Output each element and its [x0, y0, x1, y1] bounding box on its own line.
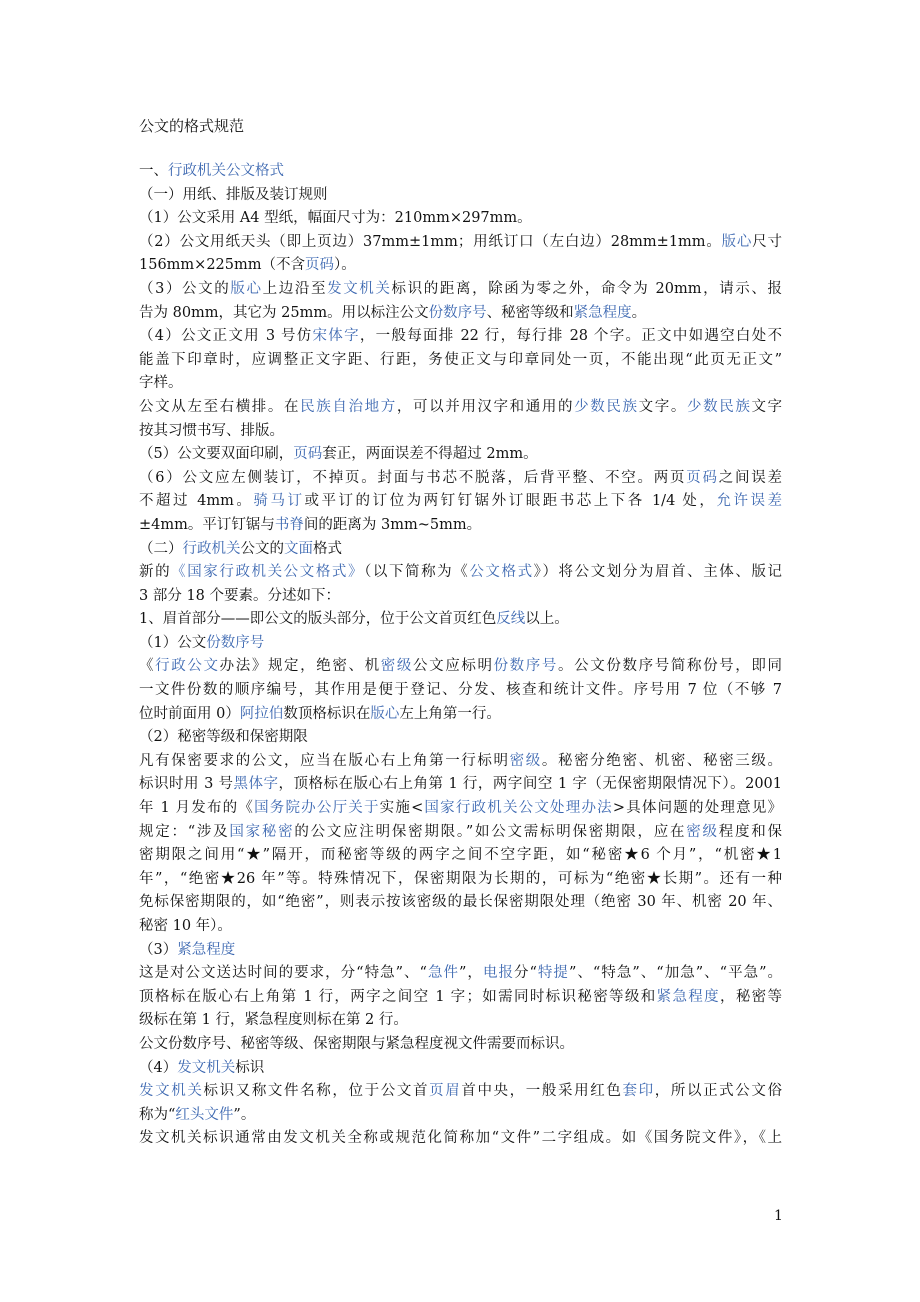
text-run: 《 — [139, 658, 156, 675]
hyperlink[interactable]: 版心 — [721, 233, 753, 250]
text-run: 级标在第 1 行，紧急程度则标在第 2 行。 — [139, 1012, 408, 1029]
text-line — [139, 490, 782, 514]
text-line — [139, 1104, 782, 1128]
hyperlink[interactable]: 电报 — [482, 965, 514, 982]
text-run: 1、眉首部分——即公文的版头部分，位于公文首页红色 — [139, 611, 497, 628]
text-line — [139, 231, 782, 255]
text-line — [139, 349, 782, 373]
text-run: ”、“特急”、“加急”、“平急”。 — [568, 965, 783, 982]
text-run: 凡有保密要求的公文，应当在版心右上角第一行标明 — [139, 752, 510, 769]
text-run: 。 — [631, 304, 647, 321]
hyperlink[interactable]: 密级 — [509, 752, 542, 769]
text-line — [139, 750, 782, 774]
text-run: ，一般每面排 22 行，每行排 28 个字。正文中如遇空白处不 — [359, 328, 782, 345]
text-run: ，顶格标在版心右上角第 1 行，两字间空 1 字（无保密期限情况下）。2001 — [278, 776, 782, 793]
text-run: （5）公文要双面印刷， — [139, 446, 294, 463]
text-run: 套正，两面误差不得超过 2mm。 — [322, 446, 538, 463]
text-line — [139, 1127, 782, 1151]
text-run: 数顶格标识在 — [283, 705, 371, 722]
text-run: 尺寸 — [752, 233, 783, 250]
text-run: 这是对公文送达时间的要求，分“特急”、“ — [139, 965, 427, 982]
text-run: （2）公文用纸天头（即上页边）37mm±1mm；用纸订口（左白边）28mm±1mm。 — [139, 233, 722, 250]
text-line — [139, 679, 782, 703]
text-run: 。秘密分绝密、机密、秘密三级。 — [541, 752, 783, 769]
text-run: 格式 — [313, 540, 342, 557]
text-run: （1）公文 — [139, 634, 207, 651]
text-line — [139, 160, 782, 184]
text-run: ，秘密等 — [719, 988, 783, 1005]
text-run: ，所以正式公文俗 — [654, 1083, 783, 1100]
hyperlink[interactable]: 黑体字 — [233, 776, 279, 793]
text-run: ”。 — [233, 1106, 256, 1123]
hyperlink[interactable]: 国家行政机关公文处理办法 — [423, 800, 613, 817]
hyperlink[interactable]: 套印 — [622, 1083, 655, 1100]
text-run: 公文应标明 — [412, 658, 494, 675]
text-run: 文字 — [751, 398, 783, 415]
text-run: 上边沿至 — [262, 280, 328, 297]
text-run: 告为 80mm，其它为 25mm。用以标注公文 — [139, 304, 429, 321]
text-line — [139, 821, 782, 845]
text-run: 能盖下印章时，应调整正文字距、行距，务使正文与印章同处一页，不能出现“此页无正文” — [139, 351, 782, 368]
hyperlink[interactable]: 骑马订 — [253, 493, 305, 510]
text-run: （4）公文正文用 3 号仿 — [139, 328, 313, 345]
text-run: 首中央，一般采用红色 — [461, 1083, 623, 1100]
text-run: （一）用纸、排版及装订规则 — [139, 186, 328, 203]
text-line — [139, 278, 782, 302]
text-run: 分“ — [513, 965, 537, 982]
hyperlink[interactable]: 反线 — [496, 611, 526, 628]
hyperlink[interactable]: 紧急程度 — [573, 304, 632, 321]
text-run: 规定：“涉及 — [139, 823, 230, 840]
text-line — [139, 443, 782, 467]
text-line — [139, 915, 782, 939]
text-run: 3 部分 18 个要素。分述如下： — [139, 587, 341, 604]
text-run: 实施< — [379, 800, 424, 817]
text-run: 标识的距离，除函为零之外，命令为 20mm，请示、报 — [391, 280, 783, 297]
text-run: （3） — [139, 941, 178, 958]
hyperlink[interactable]: 发文机关 — [177, 1059, 236, 1076]
text-line — [139, 703, 782, 727]
text-run: （2）秘密等级和保密期限 — [139, 729, 308, 746]
text-run: >具体问题的处理意见》 — [612, 800, 783, 817]
hyperlink[interactable]: 发文机关 — [139, 1083, 204, 1100]
hyperlink[interactable]: 版心 — [370, 705, 400, 722]
text-line — [139, 1009, 782, 1033]
hyperlink[interactable]: 页码 — [293, 446, 323, 463]
text-line — [139, 538, 782, 562]
text-run: 间的距离为 3mm~5mm。 — [303, 516, 482, 533]
text-run: 新的 — [139, 564, 172, 581]
text-run: 的公文应注明保密期限。”如公文需标明保密期限，应在 — [294, 823, 687, 840]
hyperlink[interactable]: 急件 — [426, 965, 459, 982]
text-run: 标识又称文件名称，位于公文首 — [203, 1083, 430, 1100]
text-line — [139, 372, 782, 396]
hyperlink[interactable]: 公文格式 — [469, 564, 534, 581]
text-line — [139, 939, 782, 963]
hyperlink[interactable]: 份数序号 — [206, 634, 265, 651]
text-run: 左上角第一行。 — [399, 705, 501, 722]
text-line — [139, 302, 782, 326]
text-run: 按其习惯书写、排版。 — [139, 422, 284, 439]
hyperlink[interactable]: 文面 — [284, 540, 313, 557]
text-run: 156mm×225mm（不含 — [139, 257, 305, 274]
text-run: （1）公文采用 A4 型纸，幅面尺寸为：210mm×297mm。 — [139, 210, 532, 227]
text-run: （4） — [139, 1059, 178, 1076]
hyperlink[interactable]: 少数民族 — [574, 398, 639, 415]
text-run: ”， — [459, 965, 483, 982]
text-run: ）。 — [334, 257, 356, 274]
hyperlink[interactable]: 国家秘密 — [229, 823, 295, 840]
text-run: 之间误差 — [718, 469, 783, 486]
text-line — [139, 1080, 782, 1104]
hyperlink[interactable]: 密级 — [686, 823, 719, 840]
hyperlink[interactable]: 版心 — [230, 280, 263, 297]
hyperlink[interactable]: 页眉 — [429, 1083, 462, 1100]
text-run: 程度和保 — [718, 823, 783, 840]
text-line — [139, 467, 782, 491]
hyperlink[interactable]: 密级 — [380, 658, 413, 675]
document-title: 公文的格式规范 — [139, 117, 245, 135]
text-line — [139, 561, 782, 585]
text-run: 》）将公文划分为眉首、主体、版记 — [533, 564, 783, 581]
hyperlink[interactable]: 书脊 — [274, 516, 304, 533]
hyperlink[interactable]: 发文机关 — [327, 280, 392, 297]
text-run: 办法》规定，绝密、机 — [219, 658, 381, 675]
text-run: ，可以并用汉字和通用的 — [396, 398, 575, 415]
text-run: 一、 — [139, 163, 168, 179]
page-number: 1 — [774, 1208, 783, 1224]
text-run: 或平订的订位为两钉钉锯外订眼距书芯上下各 1/4 处， — [304, 493, 717, 510]
hyperlink[interactable]: 特提 — [536, 965, 569, 982]
hyperlink[interactable]: 行政机关 — [182, 540, 241, 557]
text-line — [139, 420, 782, 444]
text-line — [139, 396, 782, 420]
text-line — [139, 254, 782, 278]
text-line — [139, 962, 782, 986]
hyperlink[interactable]: 页码 — [686, 469, 719, 486]
text-run: 发文机关标识通常由发文机关全称或规范化简称加“文件”二字组成。如《国务院文件》，《上 — [139, 1130, 782, 1147]
hyperlink[interactable]: 《国家行政机关公文格式》 — [171, 564, 365, 581]
text-run: 公文从左至右横排。在 — [139, 398, 301, 415]
text-line — [139, 608, 782, 632]
text-run: 密期限之间用“★”隔开，而秘密等级的两字之间不空字距，如“秘密★6 个月”，“机密★1 — [139, 847, 782, 864]
hyperlink[interactable]: 紧急程度 — [177, 941, 236, 958]
text-line — [139, 868, 782, 892]
text-run: 免标保密期限的，如“绝密”，则表示按该密级的最长保密期限处理（绝密 30 年、机密 20 年、 — [139, 894, 782, 911]
text-run: 标识 — [235, 1059, 265, 1076]
hyperlink[interactable]: 红头文件 — [175, 1106, 234, 1123]
text-run: 。公文份数序号简称份号，即同 — [558, 658, 783, 675]
text-line — [139, 655, 782, 679]
hyperlink[interactable]: 份数序号 — [428, 304, 487, 321]
text-run: 秘密 10 年）。 — [139, 918, 232, 934]
hyperlink[interactable]: 紧急程度 — [656, 988, 720, 1005]
text-line — [139, 1033, 782, 1057]
text-line — [139, 207, 782, 231]
hyperlink[interactable]: 宋体字 — [312, 328, 360, 345]
text-line — [139, 726, 782, 750]
text-run: 字样。 — [139, 375, 183, 392]
hyperlink[interactable]: 允许误差 — [716, 493, 783, 510]
hyperlink[interactable]: 少数民族 — [686, 398, 752, 415]
text-line — [139, 514, 782, 538]
text-run: 不超过 4mm。 — [139, 493, 254, 510]
text-line — [139, 773, 782, 797]
text-run: 年”，“绝密★26 年”等。特殊情况下，保密期限为长期的，可标为“绝密★长期”。还有一种 — [139, 870, 782, 887]
text-run: 标识时用 3 号 — [139, 776, 234, 793]
text-run: （以下简称为《 — [364, 564, 470, 581]
text-run: 文字。 — [638, 398, 687, 415]
document-body — [139, 160, 782, 1151]
text-line — [139, 325, 782, 349]
hyperlink[interactable]: 份数序号 — [493, 658, 559, 675]
hyperlink[interactable]: 行政机关公文格式 — [168, 163, 284, 179]
text-run: 公文的 — [240, 540, 284, 557]
text-run: 位时前面用 0） — [139, 705, 240, 722]
text-run: ±4mm。平订钉锯与 — [139, 516, 275, 533]
text-line — [139, 986, 782, 1010]
text-line — [139, 891, 782, 915]
hyperlink[interactable]: 行政公文 — [155, 658, 220, 675]
text-run: 公文份数序号、秘密等级、保密期限与紧急程度视文件需要而标识。 — [139, 1035, 574, 1052]
hyperlink[interactable]: 国务院办公厅关于 — [254, 800, 380, 817]
text-run: 以上。 — [525, 611, 569, 628]
text-line — [139, 632, 782, 656]
text-line — [139, 797, 782, 821]
text-run: 年 1 月发布的《 — [139, 800, 255, 817]
hyperlink[interactable]: 民族自治地方 — [300, 398, 397, 415]
text-run: （3）公文的 — [139, 280, 231, 297]
text-run: （6）公文应左侧装订，不掉页。封面与书芯不脱落，后背平整、不空。两页 — [139, 469, 687, 486]
text-run: 、秘密等级和 — [486, 304, 574, 321]
text-line — [139, 844, 782, 868]
text-line — [139, 184, 782, 208]
text-run: （二） — [139, 540, 183, 557]
text-run: 顶格标在版心右上角第 1 行，两字之间空 1 字；如需同时标识秘密等级和 — [139, 988, 657, 1005]
text-line — [139, 1057, 782, 1081]
text-run: 一文件份数的顺序编号，其作用是便于登记、分发、核查和统计文件。序号用 7 位（不够 7 — [139, 682, 782, 699]
hyperlink[interactable]: 阿拉伯 — [239, 705, 284, 722]
text-run: 称为“ — [139, 1106, 176, 1123]
text-line — [139, 585, 782, 609]
hyperlink[interactable]: 页码 — [305, 257, 334, 274]
